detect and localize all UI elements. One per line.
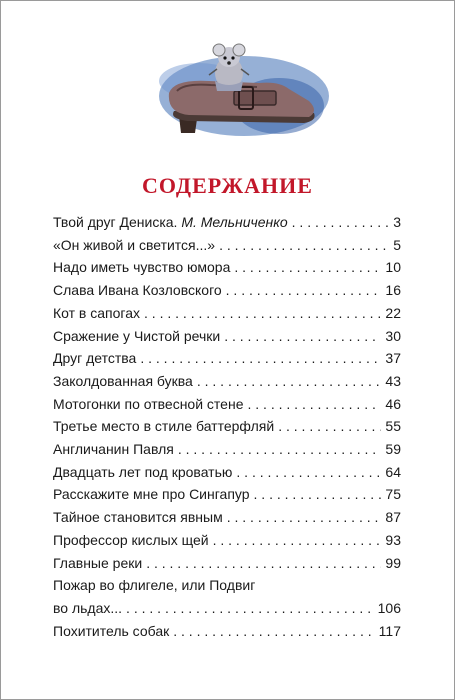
toc-entry-title: Третье место в стиле баттерфляй <box>53 418 275 435</box>
toc-entry-title: Похититель собак <box>53 622 170 639</box>
toc-entry <box>53 620 401 643</box>
toc-entry-title: Сражение у Чистой речки <box>53 327 221 344</box>
dot-leader <box>140 347 381 370</box>
toc-entry <box>53 302 401 325</box>
dot-leader <box>248 393 382 416</box>
toc-entry <box>53 461 401 484</box>
toc-entry-title: Заколдованная буква <box>53 372 193 389</box>
toc-entry <box>53 415 401 438</box>
toc-entry <box>53 506 401 529</box>
dot-leader <box>234 256 381 279</box>
toc-entry-title: Англичанин Павля <box>53 441 174 458</box>
dot-leader <box>213 529 382 552</box>
toc-entry <box>53 325 401 348</box>
toc-entry-page: 117 <box>378 622 401 639</box>
toc-entry-title: Кот в сапогах <box>53 304 141 321</box>
toc-entry-page: 75 <box>385 486 401 503</box>
dot-leader <box>126 597 374 620</box>
toc-entry-page: 5 <box>393 236 401 253</box>
toc-entry-title: Расскажите мне про Сингапур <box>53 486 250 503</box>
toc-entry <box>53 256 401 279</box>
contents-title: СОДЕРЖАНИЕ <box>142 173 313 198</box>
dot-leader <box>219 234 389 257</box>
toc-entry-title: Профессор кислых щей <box>53 531 209 548</box>
toc-entry <box>53 370 401 393</box>
dot-leader <box>146 552 381 575</box>
toc-entry-page: 46 <box>385 395 401 412</box>
toc-entry-page: 22 <box>385 304 401 321</box>
toc-entry <box>53 234 401 257</box>
dot-leader <box>197 370 382 393</box>
toc-entry-page: 37 <box>385 350 401 367</box>
toc-entry-title: Главные реки <box>53 554 143 571</box>
toc-entry-page: 3 <box>393 214 401 230</box>
toc-entry-title: Двадцать лет под кроватью <box>53 463 233 480</box>
toc-entry-title: Надо иметь чувство юмора <box>53 259 231 276</box>
toc-entry <box>53 483 401 506</box>
toc-entry <box>53 393 401 416</box>
toc-entry <box>53 279 401 302</box>
dot-leader <box>224 325 381 348</box>
toc-entry-page: 87 <box>385 509 401 526</box>
dot-leader <box>178 438 382 461</box>
dot-leader <box>254 483 382 506</box>
table-of-contents <box>53 211 401 642</box>
toc-entry-page: 59 <box>385 441 401 458</box>
toc-entry <box>53 529 401 552</box>
toc-entry-title: Тайное становится явным <box>53 509 223 526</box>
dot-leader <box>226 279 382 302</box>
toc-entry-page: 16 <box>385 282 401 299</box>
toc-entry-title: «Он живой и светится...» <box>53 236 216 253</box>
toc-entry-title-line2: во льдах... <box>53 599 123 616</box>
toc-entry <box>53 438 401 461</box>
toc-entry-title: Слава Ивана Козловского <box>53 282 222 299</box>
toc-entry-author: М. Мельниченко <box>181 214 288 230</box>
toc-entry-page: 64 <box>385 463 401 480</box>
toc-entry-page: 10 <box>385 259 401 276</box>
toc-entry <box>53 552 401 575</box>
toc-entry-page: 106 <box>377 599 401 616</box>
toc-entry-page: 99 <box>385 554 401 571</box>
toc-entry <box>53 211 401 234</box>
toc-entry-page: 43 <box>385 372 401 389</box>
toc-entry-page: 55 <box>385 418 401 435</box>
toc-entry-title: Твой друг Дениска. М. Мельниченко <box>53 214 288 230</box>
toc-entry-title: Друг детства <box>53 350 137 367</box>
dot-leader <box>278 415 381 438</box>
toc-entry-page: 30 <box>385 327 401 344</box>
toc-entry <box>53 574 401 619</box>
toc-entry-title-line1: Пожар во флигеле, или Подвиг <box>53 577 256 594</box>
dot-leader <box>236 461 381 484</box>
dot-leader <box>292 211 390 234</box>
dot-leader <box>173 620 374 643</box>
toc-entry <box>53 347 401 370</box>
toc-entry-page: 93 <box>385 531 401 548</box>
mouse-on-boot-illustration <box>129 31 329 141</box>
toc-entry-title: Мотогонки по отвесной стене <box>53 395 244 412</box>
dot-leader <box>144 302 381 325</box>
dot-leader <box>227 506 382 529</box>
